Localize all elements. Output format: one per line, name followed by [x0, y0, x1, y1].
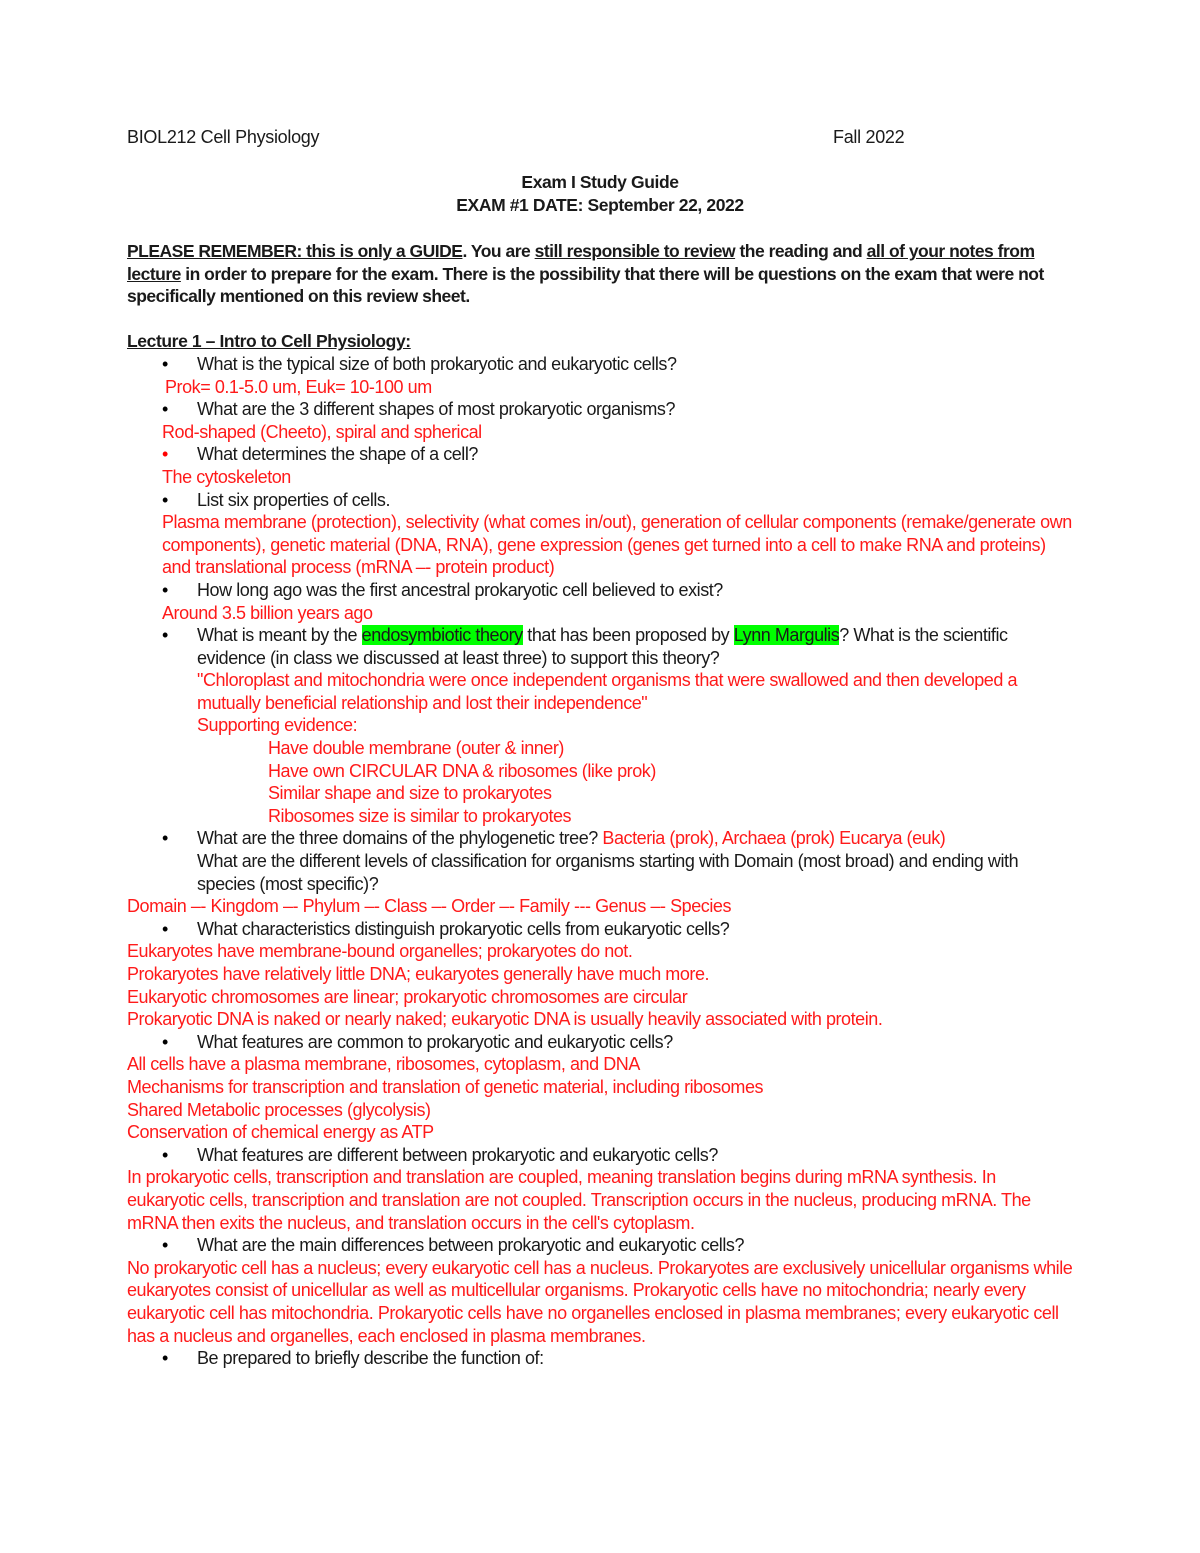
text-segment: In prokaryotic cells, transcription and translation are coupled, meaning translation begins during mRNA synthesis. In eukaryotic cells, transcription and translation are not coupled. Transcription occurs in the nucleus, producing mRNA. The mRNA then exits the nucleus, and translation occurs in the cell's cytoplasm.: [127, 1167, 1031, 1233]
answer-text: [127, 1166, 1077, 1234]
text-segment: Rod-shaped (Cheeto), spiral and spherical: [162, 421, 482, 442]
answer-text: [127, 714, 1077, 737]
text-segment: Have own CIRCULAR DNA & ribosomes (like prok): [268, 760, 656, 781]
text-segment: What is meant by the: [197, 625, 362, 646]
question-item: [127, 489, 1077, 512]
course-name: BIOL212 Cell Physiology: [127, 127, 320, 147]
text-segment: Plasma membrane (protection), selectivity (what comes in/out), generation of cellular components (remake/generate own components), genetic material (DNA, RNA), gene expression (genes get turned into a cell to make RNA and proteins) and translational process (mRNA –- protein product): [162, 512, 1072, 578]
text-segment: Eukaryotic chromosomes are linear; prokaryotic chromosomes are circular: [127, 986, 688, 1007]
answer-text: [127, 602, 1077, 625]
text-segment: "Chloroplast and mitochondria were once independent organisms that were swallowed and then developed a mutually beneficial relationship and lost their independence": [197, 670, 1018, 713]
text-segment: What features are different between prokaryotic and eukaryotic cells?: [197, 1144, 718, 1165]
question-item: [127, 398, 1077, 421]
text-segment: What features are common to prokaryotic and eukaryotic cells?: [197, 1031, 673, 1052]
question-item: [127, 624, 1077, 669]
question-item: [127, 1234, 1077, 1257]
question-item: [127, 827, 1077, 850]
answer-text: [127, 669, 1077, 714]
answer-text: [127, 1076, 1077, 1099]
answer-text: [127, 1099, 1077, 1122]
text-segment: How long ago was the first ancestral prokaryotic cell believed to exist?: [197, 579, 723, 600]
answer-text: [127, 986, 1077, 1009]
text-segment: Conservation of chemical energy as ATP: [127, 1122, 434, 1143]
answer-text: [127, 940, 1077, 963]
text-segment: The cytoskeleton: [162, 466, 291, 487]
text-segment: Eukaryotes have membrane-bound organelles; prokaryotes do not.: [127, 941, 633, 962]
answer-text: [127, 466, 1077, 489]
answer-text: [127, 782, 1077, 805]
text-segment: List six properties of cells.: [197, 489, 391, 510]
text-segment: . You are: [462, 241, 535, 261]
text-segment: Around 3.5 billion years ago: [162, 602, 373, 623]
text-segment: What determines the shape of a cell?: [197, 444, 478, 465]
underlined-text: still responsible to review: [534, 241, 736, 261]
answer-text: [127, 511, 1077, 579]
underlined-text: PLEASE REMEMBER: this is only a GUIDE: [127, 241, 463, 261]
text-segment: What are the different levels of classification for organisms starting with Domain (most broad) and ending with species (most specific)?: [197, 851, 1019, 894]
answer-inline: Bacteria (prok), Archaea (prok) Eucarya (euk): [602, 828, 946, 849]
answer-text: [127, 895, 1077, 918]
answer-text: [127, 805, 1077, 828]
text-segment: What are the 3 different shapes of most prokaryotic organisms?: [197, 399, 676, 420]
text-segment: in order to prepare for the exam. There is the possibility that there will be questions on the exam that were not specifically mentioned on this review sheet.: [127, 263, 1044, 307]
answer-text: [127, 963, 1077, 986]
highlighted-term: Lynn Margulis: [733, 625, 840, 646]
text-segment: Mechanisms for transcription and translation of genetic material, including ribosomes: [127, 1076, 764, 1097]
answer-text: [127, 737, 1077, 760]
notice-paragraph: [127, 240, 1077, 308]
text-segment: Prok= 0.1-5.0 um, Euk= 10-100 um: [165, 376, 432, 397]
exam-date: EXAM #1 DATE: September 22, 2022: [456, 195, 744, 215]
text-segment: What is the typical size of both prokaryotic and eukaryotic cells?: [197, 353, 677, 374]
study-guide-body: [127, 240, 1077, 1370]
question-item: [127, 579, 1077, 602]
text-segment: Similar shape and size to prokaryotes: [268, 783, 552, 804]
answer-text: [127, 376, 1077, 399]
underlined-text: all of your notes from lecture: [127, 241, 1035, 284]
question-item: [127, 918, 1077, 941]
answer-text: [127, 1053, 1077, 1076]
text-segment: Domain –- Kingdom –- Phylum –- Class –- Order –- Family --- Genus –- Species: [127, 896, 732, 917]
text-segment: Prokaryotes have relatively little DNA; eukaryotes generally have much more.: [127, 964, 710, 984]
text-segment: What characteristics distinguish prokaryotic cells from eukaryotic cells?: [197, 918, 730, 939]
text-segment: What are the three domains of the phylogenetic tree?: [197, 828, 603, 849]
answer-text: [127, 421, 1077, 444]
text-segment: Have double membrane (outer & inner): [268, 738, 564, 759]
question-item: [127, 443, 1077, 466]
question-item: [127, 353, 1077, 376]
section-heading: [127, 330, 1077, 353]
answer-text: [127, 1121, 1077, 1144]
text-segment: Prokaryotic DNA is naked or nearly naked; eukaryotic DNA is usually heavily associated with protein.: [127, 1009, 883, 1030]
text-segment: No prokaryotic cell has a nucleus; every eukaryotic cell has a nucleus. Prokaryotes are exclusively unicellular organisms while eukaryotes consist of unicellular as well as multicellular organisms. Prokaryotic cells have no mitochondria; nearly every eukaryotic cell has mitochondria. Prokaryotic cells have no organelles enclosed in plasma membranes; every eukaryotic cell has a nucleus and organelles, each enclosed in plasma membranes.: [127, 1257, 1073, 1346]
text-segment: Lecture 1 – Intro to Cell Physiology:: [127, 331, 411, 352]
text-segment: Supporting evidence:: [197, 715, 358, 736]
highlighted-term: endosymbiotic theory: [361, 625, 523, 646]
text-segment: What are the main differences between prokaryotic and eukaryotic cells?: [197, 1235, 745, 1256]
text-segment: Ribosomes size is similar to prokaryotes: [268, 805, 572, 826]
question-item: [127, 1031, 1077, 1054]
text-segment: Shared Metabolic processes (glycolysis): [127, 1099, 431, 1120]
text-segment: Be prepared to briefly describe the function of:: [197, 1348, 544, 1369]
text-segment: the reading and: [735, 241, 867, 261]
text-segment: ? What is the scientific evidence (in class we discussed at least three) to support this theory?: [197, 625, 1008, 668]
document-title: Exam I Study Guide: [521, 172, 679, 192]
question-item: [127, 1144, 1077, 1167]
text-segment: that has been proposed by: [522, 625, 734, 646]
term: Fall 2022: [833, 127, 905, 147]
answer-text: [127, 760, 1077, 783]
question-item: [127, 1347, 1077, 1370]
question-continuation: [127, 850, 1077, 895]
answer-text: [127, 1257, 1077, 1347]
text-segment: All cells have a plasma membrane, ribosomes, cytoplasm, and DNA: [127, 1054, 640, 1075]
answer-text: [127, 1008, 1077, 1031]
